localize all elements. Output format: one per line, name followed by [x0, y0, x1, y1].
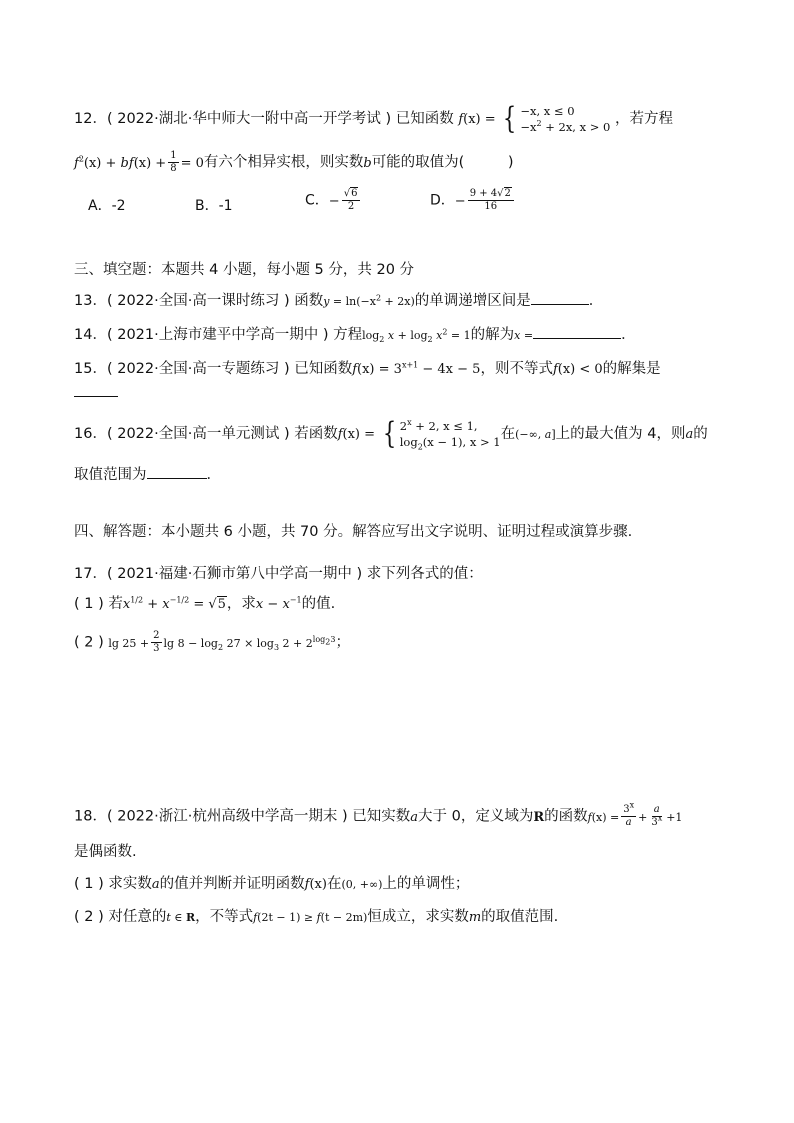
- q14-prefix: 14．( 2021·上海市建平中学高一期中 ) 方程: [74, 327, 363, 343]
- q16-line2: [74, 463, 221, 484]
- q17-p2-expr: lg 25 +: [108, 636, 150, 650]
- q12-option-b-text: B．-1: [195, 198, 233, 214]
- q14: [74, 323, 636, 344]
- q18-p2-middle: ，不等式: [195, 909, 254, 925]
- q12-option-c: [305, 188, 362, 213]
- q18-p1-middle: 的值并判断并证明函数: [159, 876, 305, 892]
- q17-p2-prefix: ( 2 ): [74, 634, 104, 651]
- q12-case2: $-x^2 + 2x$, x > 0: [520, 119, 611, 134]
- q16-piecewise-rows: [400, 418, 501, 450]
- section4-heading: [74, 520, 632, 541]
- q13-blank[interactable]: [531, 292, 589, 305]
- q14-blank[interactable]: [533, 326, 621, 339]
- q18-a: a: [410, 809, 418, 825]
- q16-blank[interactable]: [147, 466, 207, 479]
- q18-p2-m: m: [468, 910, 482, 925]
- q18-p2-middle2: 恒成立，求实数: [367, 909, 469, 925]
- q14-equation: $\log_2 x + \log_2 x^2 = 1$: [362, 327, 471, 345]
- q18-frac1: $\frac{3^x}{a}$: [623, 800, 635, 828]
- q18-part2: [74, 905, 558, 926]
- q12-prefix: 12．( 2022·湖北·华中师大一附中高一开学考试 ) 已知函数: [74, 111, 454, 127]
- q17-part1: [74, 592, 335, 613]
- q12-line2-end: 可能的取值为( ): [371, 154, 514, 171]
- q18: [74, 800, 683, 829]
- q17-title: [74, 562, 483, 583]
- q15-blank[interactable]: [74, 384, 118, 397]
- q13-suffix: 的单调递增区间是: [414, 293, 531, 309]
- q12-b: b: [363, 155, 372, 171]
- q18-p1-middle2: 在: [326, 876, 342, 892]
- q18-line2: [74, 840, 137, 861]
- q15-prefix: 15．( 2022·全国·高一专题练习 ) 已知函数: [74, 361, 353, 377]
- q12-option-a: [88, 195, 126, 215]
- q12-option-a-text: A．-2: [88, 198, 126, 214]
- q18-p2-t: t ∈ R: [166, 911, 196, 924]
- q17-p1-end: 的值.: [301, 596, 336, 612]
- q12-suffix: ，若方程: [614, 111, 673, 127]
- q18-p1-fx: f(x): [304, 877, 327, 892]
- q12-option-d-frac: $\frac{9 + 4√2}{16}$: [468, 188, 514, 213]
- q12-line1: [74, 103, 673, 135]
- q12-piecewise-rows: [520, 103, 610, 135]
- q18-line2-text: 是偶函数.: [74, 844, 137, 860]
- q15-suffix: 的解集是: [602, 361, 661, 377]
- q12-fx: f: [458, 112, 464, 127]
- q18-func: f(x) =: [587, 810, 620, 824]
- q13: [74, 289, 603, 310]
- section3-text: 三、填空题：本题共 4 小题，每小题 5 分，共 20 分: [74, 262, 415, 278]
- q12-option-b: [195, 195, 233, 215]
- q15-func: $f(x) = 3^{x+1} - 4x - 5$: [352, 360, 481, 377]
- q17-p2-end: ；: [335, 634, 350, 651]
- q17-title-text: 17．( 2021·福建·石狮市第八中学高一期中 ) 求下列各式的值：: [74, 566, 483, 582]
- q16-suffix: 上的最大值为 4，则: [555, 426, 686, 442]
- q16-middle: 在: [500, 426, 516, 442]
- q18-p1-interval: (0, +∞): [341, 878, 383, 891]
- q18-p1-end: 上的单调性；: [382, 876, 470, 892]
- q18-p1-a: a: [151, 877, 160, 892]
- q16-a: a: [685, 427, 694, 442]
- q18-p1-prefix: ( 1 ) 求实数: [74, 876, 152, 892]
- q18-middle: 大于 0，定义域为: [417, 808, 534, 825]
- q18-middle2: 的函数: [544, 808, 588, 825]
- q15-ineq: f(x) < 0: [552, 362, 603, 377]
- q12-option-d-minus: −: [454, 193, 466, 209]
- q12-option-c-minus: −: [328, 193, 340, 209]
- q16-fx: f(x) =: [337, 427, 376, 442]
- q13-end: ．: [588, 293, 604, 309]
- q18-prefix: 18．( 2022·浙江·杭州高级中学高一期末 ) 已知实数: [74, 808, 411, 825]
- q17-p1-target: $x - x^{-1}$: [255, 595, 302, 612]
- q12-option-d: [430, 188, 516, 213]
- q17-part2: [74, 630, 350, 655]
- q17-p2-expr-rest: $\lg 8 - \log_2 27 \times \log_3 2 + 2^{log_23}$: [163, 634, 336, 652]
- q16-case1: $2^x + 2$, x ≤ 1,: [399, 418, 478, 433]
- q12-fx-paren: (x) =: [463, 112, 496, 127]
- q18-p2-prefix: ( 2 ) 对任意的: [74, 909, 167, 925]
- q18-part1: [74, 872, 469, 893]
- q16: [74, 418, 708, 450]
- q16-suffix2: 的: [693, 426, 708, 442]
- q12-equation: $f^2(x) + bf(x)$ +: [74, 154, 167, 171]
- q12-option-d-text: D．: [430, 192, 455, 209]
- brace-icon: {: [382, 416, 396, 451]
- q14-suffix: 的解为: [470, 327, 515, 343]
- q18-frac2: $\frac{a}{3^x}$: [651, 804, 663, 828]
- section4-text: 四、解答题：本小题共 6 小题，共 70 分。解答应写出文字说明、证明过程或演算步骤.: [74, 524, 633, 540]
- q16-interval: (−∞, a]: [515, 428, 556, 441]
- q17-p1-prefix: ( 1 ) 若: [74, 596, 123, 612]
- q12-piecewise: [500, 103, 610, 135]
- q14-end: ．: [621, 327, 636, 343]
- q12-line2: [74, 150, 514, 175]
- q16-end: ．: [206, 467, 221, 483]
- q18-p2-end: 的取值范围.: [481, 909, 559, 925]
- brace-icon: {: [503, 101, 517, 136]
- q12-case1: −x, x ≤ 0: [520, 104, 575, 118]
- q12-option-c-text: C．: [305, 192, 329, 209]
- q18-plus-one: +1: [666, 810, 683, 824]
- q16-prefix: 16．( 2022·全国·高一单元测试 ) 若函数: [74, 426, 338, 442]
- q17-p1-expr: $x^{1/2} + x^{-1/2} = √5$: [122, 595, 226, 612]
- section3-heading: [74, 258, 414, 279]
- q12-line2-suffix: 有六个相异实根，则实数: [203, 154, 364, 171]
- q16-line2-text: 取值范围为: [74, 467, 147, 483]
- q12-eq-zero: = 0: [180, 155, 204, 171]
- q12-option-c-frac: $\frac{√6}{2}$: [342, 188, 361, 213]
- q15: [74, 357, 661, 378]
- q13-prefix: 13．( 2022·全国·高一课时练习 ) 函数: [74, 293, 324, 309]
- q13-func: $y = \ln(-x^2 + 2x)$: [323, 293, 415, 308]
- q14-x: x =: [514, 329, 534, 342]
- q15-line2: [74, 384, 118, 401]
- q16-piecewise: [380, 418, 501, 450]
- q16-case2: $\log_2(x - 1)$, x > 1: [399, 435, 501, 452]
- q17-p2-frac: $\frac{2}{3}$: [153, 630, 160, 654]
- q18-plus: +: [638, 810, 648, 824]
- q18-R: R: [533, 809, 545, 825]
- q15-middle: ，则不等式: [480, 361, 553, 377]
- q18-p2-ineq: f(2t − 1) ≥ f(t − 2m): [253, 911, 368, 924]
- q17-p1-suffix: ，求: [226, 596, 256, 612]
- q12-frac: $\frac{1}{8}$: [170, 150, 177, 174]
